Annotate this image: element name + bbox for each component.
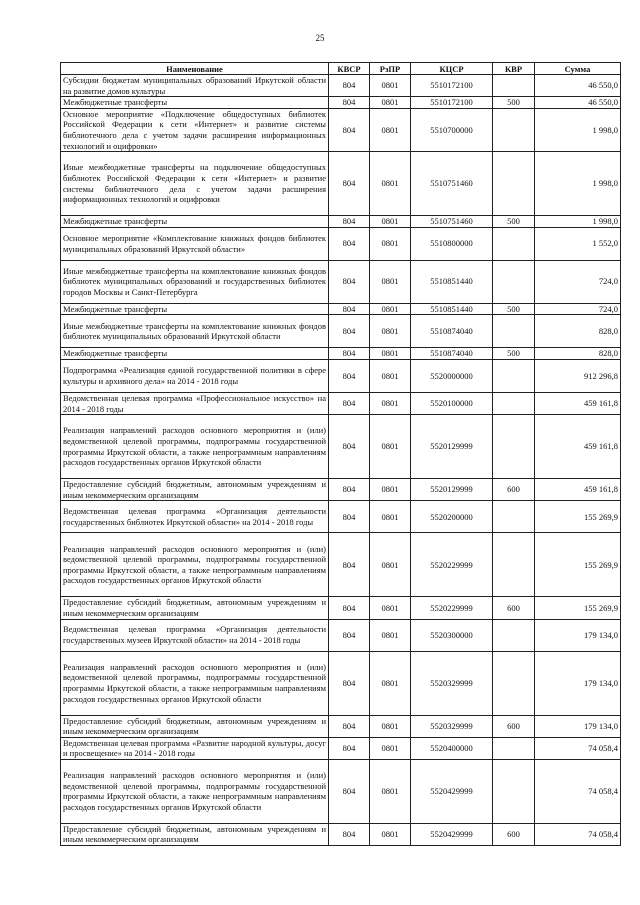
cell-name: Подпрограмма «Реализация единой государственной политики в сфере культуры и архивного дела» на 2014 - 2018 годы <box>61 359 329 392</box>
cell-kvsr: 804 <box>329 533 370 597</box>
cell-kvr: 500 <box>493 348 535 360</box>
cell-kvr <box>493 359 535 392</box>
cell-rzpr: 0801 <box>370 348 411 360</box>
cell-kvsr: 804 <box>329 348 370 360</box>
cell-sum: 912 296,8 <box>535 359 621 392</box>
cell-rzpr: 0801 <box>370 359 411 392</box>
cell-kvr: 600 <box>493 597 535 619</box>
cell-rzpr: 0801 <box>370 108 411 151</box>
cell-name: Реализация направлений расходов основного мероприятия и (или) ведомственной целевой программы, подпрограммы государственной программы Иркутской области, а также непрограммным направлениям расходов государственных органов Иркутской области <box>61 651 329 715</box>
cell-kvr: 600 <box>493 823 535 845</box>
cell-kcsr: 5510874040 <box>411 348 493 360</box>
cell-kvsr: 804 <box>329 737 370 759</box>
cell-kcsr: 5510751460 <box>411 216 493 228</box>
cell-sum: 179 134,0 <box>535 715 621 737</box>
cell-name: Предоставление субсидий бюджетным, автономным учреждениям и иным некоммерческим организациям <box>61 479 329 501</box>
table-row <box>61 348 621 360</box>
cell-kcsr: 5510851440 <box>411 260 493 303</box>
cell-sum: 724,0 <box>535 303 621 315</box>
cell-rzpr: 0801 <box>370 501 411 533</box>
cell-kvr <box>493 260 535 303</box>
budget-table <box>60 62 621 846</box>
cell-kvsr: 804 <box>329 392 370 414</box>
cell-kvr <box>493 651 535 715</box>
cell-rzpr: 0801 <box>370 97 411 109</box>
cell-sum: 155 269,9 <box>535 501 621 533</box>
cell-name: Субсидии бюджетам муниципальных образований Иркутской области на развитие домов культуры <box>61 75 329 97</box>
cell-kcsr: 5520000000 <box>411 359 493 392</box>
table-row <box>61 260 621 303</box>
cell-sum: 459 161,8 <box>535 392 621 414</box>
cell-sum: 74 058,4 <box>535 759 621 823</box>
cell-rzpr: 0801 <box>370 619 411 651</box>
header-rzpr: РзПР <box>370 63 411 75</box>
cell-kvr <box>493 619 535 651</box>
page-number: 25 <box>315 33 325 43</box>
cell-kvsr: 804 <box>329 108 370 151</box>
cell-name: Предоставление субсидий бюджетным, автономным учреждениям и иным некоммерческим организациям <box>61 715 329 737</box>
cell-name: Иные межбюджетные трансферты на подключение общедоступных библиотек Российской Федерации к сети «Интернет» и развитие системы библиотечного дела с учетом задачи расширения информационных технологий и оцифровки <box>61 152 329 216</box>
cell-kcsr: 5520200000 <box>411 501 493 533</box>
cell-rzpr: 0801 <box>370 823 411 845</box>
cell-name: Предоставление субсидий бюджетным, автономным учреждениям и иным некоммерческим организациям <box>61 823 329 845</box>
cell-kvsr: 804 <box>329 597 370 619</box>
cell-rzpr: 0801 <box>370 152 411 216</box>
cell-kvr <box>493 152 535 216</box>
table-row <box>61 227 621 260</box>
table-row <box>61 108 621 151</box>
table-header-row <box>61 63 621 75</box>
cell-kcsr: 5520400000 <box>411 737 493 759</box>
cell-rzpr: 0801 <box>370 75 411 97</box>
cell-sum: 74 058,4 <box>535 823 621 845</box>
cell-sum: 459 161,8 <box>535 415 621 479</box>
cell-kvr <box>493 759 535 823</box>
cell-kvr <box>493 392 535 414</box>
cell-sum: 459 161,8 <box>535 479 621 501</box>
cell-sum: 74 058,4 <box>535 737 621 759</box>
cell-sum: 179 134,0 <box>535 619 621 651</box>
cell-name: Основное мероприятие «Подключение общедоступных библиотек Российской Федерации к сети «Интернет» и развитие системы библиотечного дела с учетом задачи расширения информационных технологий и оцифровки» <box>61 108 329 151</box>
cell-kvr <box>493 533 535 597</box>
cell-name: Ведомственная целевая программа «Организация деятельности государственных музеев Иркутской области» на 2014 - 2018 годы <box>61 619 329 651</box>
cell-rzpr: 0801 <box>370 315 411 348</box>
table-row <box>61 479 621 501</box>
cell-name: Иные межбюджетные трансферты на комплектование книжных фондов библиотек муниципальных образований Иркутской области <box>61 315 329 348</box>
cell-kcsr: 5510700000 <box>411 108 493 151</box>
cell-kvsr: 804 <box>329 315 370 348</box>
cell-name: Реализация направлений расходов основного мероприятия и (или) ведомственной целевой программы, подпрограммы государственной программы Иркутской области, а также непрограммным направлениям расходов государственных органов Иркутской области <box>61 533 329 597</box>
cell-rzpr: 0801 <box>370 715 411 737</box>
cell-kcsr: 5510172100 <box>411 75 493 97</box>
header-name: Наименование <box>61 63 329 75</box>
cell-kvsr: 804 <box>329 715 370 737</box>
table-row <box>61 715 621 737</box>
table-row <box>61 75 621 97</box>
cell-kvsr: 804 <box>329 823 370 845</box>
cell-kvr: 500 <box>493 216 535 228</box>
table-row <box>61 597 621 619</box>
cell-kcsr: 5520329999 <box>411 715 493 737</box>
cell-rzpr: 0801 <box>370 479 411 501</box>
cell-sum: 1 552,0 <box>535 227 621 260</box>
cell-name: Межбюджетные трансферты <box>61 216 329 228</box>
cell-kvr <box>493 227 535 260</box>
cell-kvr <box>493 415 535 479</box>
table-row <box>61 737 621 759</box>
cell-kvsr: 804 <box>329 75 370 97</box>
cell-rzpr: 0801 <box>370 759 411 823</box>
cell-kcsr: 5520129999 <box>411 479 493 501</box>
table-row <box>61 152 621 216</box>
cell-kcsr: 5520129999 <box>411 415 493 479</box>
cell-name: Ведомственная целевая программа «Развитие народной культуры, досуг и просвещение» на 2014 - 2018 годы <box>61 737 329 759</box>
header-kvsr: КВСР <box>329 63 370 75</box>
cell-kvr <box>493 108 535 151</box>
cell-kcsr: 5510851440 <box>411 303 493 315</box>
cell-kcsr: 5520429999 <box>411 823 493 845</box>
header-kcsr: КЦСР <box>411 63 493 75</box>
cell-kvsr: 804 <box>329 152 370 216</box>
cell-kcsr: 5520229999 <box>411 533 493 597</box>
table-row <box>61 216 621 228</box>
cell-kvsr: 804 <box>329 619 370 651</box>
cell-kvr: 500 <box>493 97 535 109</box>
cell-sum: 1 998,0 <box>535 216 621 228</box>
cell-kvsr: 804 <box>329 260 370 303</box>
table-row <box>61 619 621 651</box>
cell-sum: 828,0 <box>535 348 621 360</box>
cell-name: Ведомственная целевая программа «Профессиональное искусство» на 2014 - 2018 годы <box>61 392 329 414</box>
cell-sum: 724,0 <box>535 260 621 303</box>
table-row <box>61 533 621 597</box>
cell-sum: 46 550,0 <box>535 75 621 97</box>
cell-kcsr: 5510172100 <box>411 97 493 109</box>
cell-sum: 828,0 <box>535 315 621 348</box>
cell-kvsr: 804 <box>329 501 370 533</box>
table-row <box>61 415 621 479</box>
table-row <box>61 759 621 823</box>
cell-kvr <box>493 737 535 759</box>
cell-kvr <box>493 501 535 533</box>
cell-rzpr: 0801 <box>370 227 411 260</box>
cell-sum: 46 550,0 <box>535 97 621 109</box>
cell-kvr: 600 <box>493 479 535 501</box>
cell-rzpr: 0801 <box>370 392 411 414</box>
cell-rzpr: 0801 <box>370 303 411 315</box>
table-row <box>61 501 621 533</box>
cell-kvsr: 804 <box>329 479 370 501</box>
cell-kvsr: 804 <box>329 303 370 315</box>
cell-rzpr: 0801 <box>370 533 411 597</box>
table-row <box>61 651 621 715</box>
cell-rzpr: 0801 <box>370 216 411 228</box>
cell-sum: 1 998,0 <box>535 108 621 151</box>
cell-sum: 179 134,0 <box>535 651 621 715</box>
cell-kvr: 600 <box>493 715 535 737</box>
cell-name: Ведомственная целевая программа «Организация деятельности государственных библиотек Иркутской области» на 2014 - 2018 годы <box>61 501 329 533</box>
cell-name: Предоставление субсидий бюджетным, автономным учреждениям и иным некоммерческим организациям <box>61 597 329 619</box>
cell-kcsr: 5510874040 <box>411 315 493 348</box>
cell-kcsr: 5520100000 <box>411 392 493 414</box>
cell-kvr <box>493 315 535 348</box>
cell-rzpr: 0801 <box>370 597 411 619</box>
cell-name: Основное мероприятие «Комплектование книжных фондов библиотек муниципальных образований Иркутской области» <box>61 227 329 260</box>
cell-kvsr: 804 <box>329 97 370 109</box>
cell-sum: 1 998,0 <box>535 152 621 216</box>
cell-kvsr: 804 <box>329 759 370 823</box>
cell-kvr <box>493 75 535 97</box>
header-sum: Сумма <box>535 63 621 75</box>
table-row <box>61 392 621 414</box>
cell-kcsr: 5520300000 <box>411 619 493 651</box>
cell-name: Иные межбюджетные трансферты на комплектование книжных фондов библиотек муниципальных образований и государственных библиотек городов Москвы и Санкт-Петербурга <box>61 260 329 303</box>
cell-kvsr: 804 <box>329 216 370 228</box>
cell-kvsr: 804 <box>329 227 370 260</box>
cell-name: Межбюджетные трансферты <box>61 97 329 109</box>
cell-kvsr: 804 <box>329 359 370 392</box>
cell-rzpr: 0801 <box>370 415 411 479</box>
cell-kcsr: 5510751460 <box>411 152 493 216</box>
cell-kcsr: 5520229999 <box>411 597 493 619</box>
cell-rzpr: 0801 <box>370 737 411 759</box>
header-kvr: КВР <box>493 63 535 75</box>
table-row <box>61 823 621 845</box>
cell-sum: 155 269,9 <box>535 597 621 619</box>
cell-kvsr: 804 <box>329 651 370 715</box>
table-row <box>61 97 621 109</box>
table-row <box>61 303 621 315</box>
cell-rzpr: 0801 <box>370 260 411 303</box>
cell-kvr: 500 <box>493 303 535 315</box>
cell-rzpr: 0801 <box>370 651 411 715</box>
cell-kvsr: 804 <box>329 415 370 479</box>
cell-kcsr: 5510800000 <box>411 227 493 260</box>
cell-name: Межбюджетные трансферты <box>61 303 329 315</box>
cell-name: Реализация направлений расходов основного мероприятия и (или) ведомственной целевой программы, подпрограммы государственной программы Иркутской области, а также непрограммным направлениям расходов государственных органов Иркутской области <box>61 415 329 479</box>
table-row <box>61 359 621 392</box>
cell-kcsr: 5520429999 <box>411 759 493 823</box>
cell-sum: 155 269,9 <box>535 533 621 597</box>
table-row <box>61 315 621 348</box>
table-body <box>61 75 621 846</box>
cell-name: Межбюджетные трансферты <box>61 348 329 360</box>
cell-name: Реализация направлений расходов основного мероприятия и (или) ведомственной целевой программы, подпрограммы государственной программы Иркутской области, а также непрограммным направлениям расходов государственных органов Иркутской области <box>61 759 329 823</box>
cell-kcsr: 5520329999 <box>411 651 493 715</box>
